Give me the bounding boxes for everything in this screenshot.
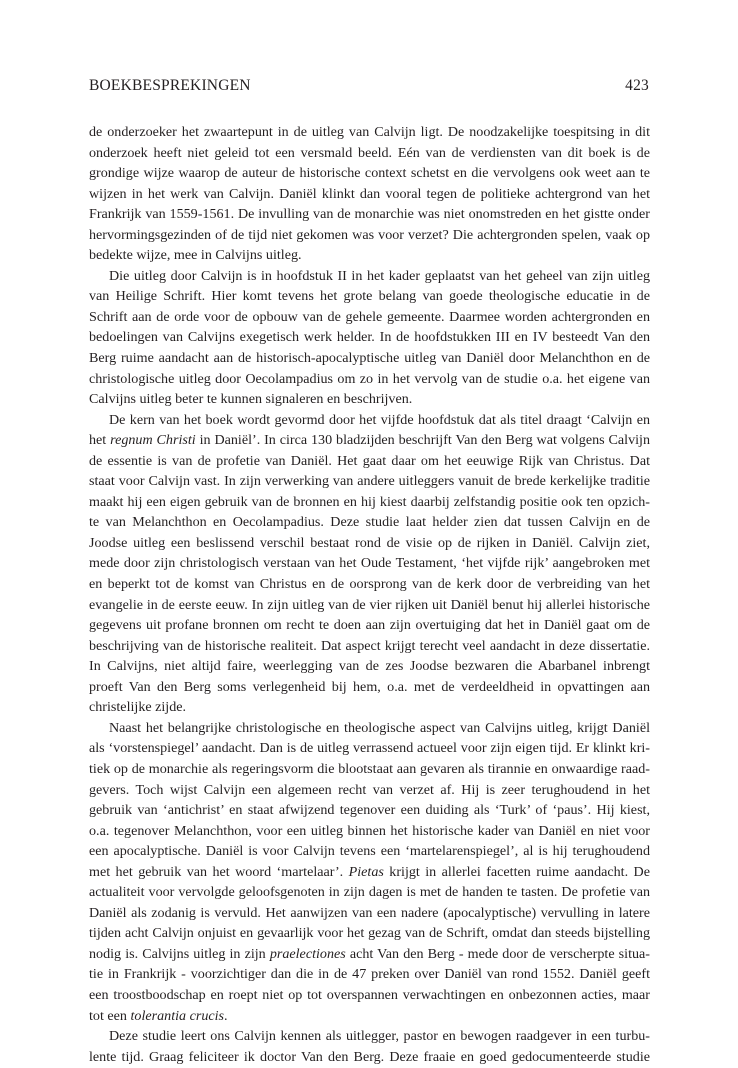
paragraph [89,410,650,718]
text-segment: acht Van den Berg - mede door de verscherpte situa- [345,945,650,962]
text-segment: met het gebruik van het woord ‘martelaar’. [89,863,349,880]
text-line [89,348,650,369]
text-line [89,266,650,287]
text-segment: als ‘vorstenspiegel’ aandacht. Dan is de uitleg verrassend actueel voor zijn eigen tijd. Er klinkt kri- [89,740,650,757]
text-segment: Schrift aan de orde voor de opbouw van de gehele gemeente. Daarmee worden achtergronden en [89,308,650,325]
text-segment: Berg ruime aandacht aan de historisch-apocalyptische uitleg van Daniël door Melanchthon en de [89,350,650,367]
text-line [89,410,650,431]
text-line [89,245,650,266]
text-line [89,964,650,985]
text-segment: . [224,1007,228,1024]
text-line [89,656,650,677]
text-line [89,286,650,307]
text-segment: gevers. Toch wijst Calvijn een algemeen recht van verzet af. Hij is zeer terughoudend in het [89,781,650,798]
text-segment: van Heilige Schrift. Hier komt tevens het grote belang van goede theologische educatie in de [89,288,650,305]
text-line [89,163,650,184]
text-segment: Naast het belangrijke christologische en theologische aspect van Calvijns uitleg, krijgt Daniël [109,719,650,736]
paragraph [89,266,650,410]
section-title: BOEKBESPREKINGEN [89,77,251,94]
text-segment: o.a. tegenover Melanchthon, voor een uitleg binnen het historische kader van Daniël en niet voor [89,822,650,839]
body-text [89,122,650,1067]
text-line [89,800,650,821]
text-line [89,574,650,595]
text-segment: gebruik van ‘antichrist’ en staat afwijzend tegenover een duiding als ‘Turk’ of ‘paus’. Hij kiest, [89,802,650,819]
text-line [89,985,650,1006]
page-number: 423 [625,77,649,94]
text-segment: een apocalyptische. Daniël is voor Calvijn tevens een ‘martelarenspiegel’, al is hij terughoudend [89,843,650,860]
text-line [89,882,650,903]
text-segment: maakt hij een eigen gebruik van de bronnen en hij kiest daarbij zelfstandig positie ook ten opzich- [89,493,650,510]
italic-term: praelectiones [269,945,346,962]
text-segment: het [89,432,111,449]
text-line [89,512,650,533]
text-segment: evangelie in de eerste eeuw. In zijn uitleg van de vier rijken uit Daniël benut hij allerlei historische [89,596,650,613]
text-line [89,553,650,574]
text-line [89,389,650,410]
text-line [89,821,650,842]
text-segment: Deze studie leert ons Calvijn kennen als uitlegger, pastor en bewogen raadgever in een turbu- [109,1028,650,1045]
text-line [89,533,650,554]
text-line [89,841,650,862]
text-segment: proeft Van den Berg soms verlegenheid bij hem, o.a. met de verdeeldheid in opvattingen aan [89,678,650,695]
text-segment: Frankrijk van 1559-1561. De invulling van de monarchie was niet onomstreden en het gistte onder [89,206,650,223]
text-segment: in Daniël’. In circa 130 bladzijden beschrijft Van den Berg wat volgens Calvijn [195,432,650,449]
text-segment: christologische uitleg door Oecolampadius om zo in het vervolg van de studie o.a. het eigene van [89,370,650,387]
text-line [89,615,650,636]
text-line [89,1047,650,1068]
text-line [89,677,650,698]
text-segment: Daniël als zodanig is vervuld. Het aanwijzen van een nadere (apocalyptische) vervulling in latere [89,904,650,921]
text-line [89,369,650,390]
text-line [89,780,650,801]
text-segment: beschrijving van de historische realiteit. Dat aspect krijgt terecht veel aandacht in deze dissertatie. [89,637,650,654]
text-line [89,759,650,780]
text-line [89,944,650,965]
text-line [89,1006,650,1027]
text-segment: te van Melanchthon en Oecolampadius. Deze studie laat helder zien dat tussen Calvijn en de [89,514,650,531]
text-segment: tiek op de monarchie als regeringsvorm die blootstaat aan gevaren als tirannie en onwaardige raad- [89,760,650,777]
text-segment: gegevens uit profane bronnen om recht te doen aan zijn overtuiging dat het in Daniël gaat om de [89,617,650,634]
text-line [89,862,650,883]
text-line [89,307,650,328]
text-line [89,923,650,944]
text-segment: In Calvijns, niet altijd faire, weerlegging van de zes Joodse bezwaren die Abarbanel inbrengt [89,658,650,675]
text-segment: christelijke zijde. [89,699,187,716]
text-segment: bedekte wijze, mee in Calvijns uitleg. [89,247,302,264]
paragraph [89,122,650,266]
text-segment: De kern van het boek wordt gevormd door het vijfde hoofdstuk dat als titel draagt ‘Calvijn en [109,411,650,428]
text-segment: grondige wijze waarop de auteur de historische context schetst en die vervolgens ook weet aan te [89,165,650,182]
text-segment: Joodse uitleg een beslissend verschil bestaat rond de visie op de rijken in Daniël. Calvijn ziet, [89,534,650,551]
italic-term: tolerantia crucis [130,1007,225,1024]
text-segment: actualiteit voor vervolgde geloofsgenoten in zijn dagen is met de handen te tasten. De profetie van [89,884,650,901]
text-line [89,636,650,657]
text-line [89,697,650,718]
text-line [89,492,650,513]
text-segment: onderzoek heeft niet geleid tot een versmald beeld. Eén van de verdiensten van dit boek is de [89,144,650,161]
text-line [89,184,650,205]
paragraph [89,718,650,1026]
text-segment: krijgt in allerlei facetten ruime aandacht. De [383,863,650,880]
text-segment: mede door zijn christologisch verstaan van het Oude Testament, ‘het vijfde rijk’ aangebroken met [89,555,650,572]
text-segment: hervormingsgezinden of de tijd niet gekomen was voor verzet? Die achtergronden spelen, vaak op [89,226,650,243]
text-line [89,451,650,472]
text-line [89,595,650,616]
text-line [89,225,650,246]
text-segment: lente tijd. Graag feliciteer ik doctor Van den Berg. Deze fraaie en goed gedocumenteerde studie [89,1048,650,1065]
running-header [89,76,649,96]
text-line [89,903,650,924]
text-segment: de essentie is van de profetie van Daniël. Het gaat daar om het eeuwige Rijk van Christus. Dat [89,452,650,469]
text-line [89,718,650,739]
text-segment: nodig is. Calvijns uitleg in zijn [89,945,270,962]
text-segment: Die uitleg door Calvijn is in hoofdstuk II in het kader geplaatst van het geheel van zijn uitleg [109,267,650,284]
text-line [89,738,650,759]
text-segment: tot een [89,1007,131,1024]
paragraph [89,1026,650,1067]
text-segment: tie in Frankrijk - voorzichtiger dan die in de 47 preken over Daniël van rond 1552. Daniël geeft [89,966,650,983]
text-line [89,327,650,348]
text-segment: en beperkt tot de komst van Christus en de oorsprong van de kerk door de verbreiding van het [89,576,650,593]
text-line [89,1026,650,1047]
text-line [89,204,650,225]
text-line [89,430,650,451]
text-segment: de onderzoeker het zwaartepunt in de uitleg van Calvijn ligt. De noodzakelijke toespitsing in dit [89,124,650,140]
italic-term: regnum Christi [110,432,196,449]
text-line [89,471,650,492]
italic-term: Pietas [348,863,384,880]
text-segment: staat voor Calvijn vast. In zijn verwerking van andere uitleggers vanuit de brede kerkelijke traditie [89,473,650,490]
text-segment: bedoelingen van Calvijns exegetisch werk helder. In de hoofdstukken III en IV besteedt Van den [89,329,650,346]
text-segment: wijzen in het werk van Calvijn. Daniël klinkt dan vooral tegen de politieke achtergrond van het [89,185,650,202]
text-line [89,122,650,143]
text-segment: een troostboodschap en roept niet op tot overspannen verwachtingen en onbezonnen acties, maar [89,986,650,1003]
text-segment: Calvijns uitleg beter te kunnen signaleren en beschrijven. [89,391,413,408]
text-segment: tijden acht Calvijn onjuist en gevaarlijk voor het gezag van de Schrift, omdat dan steeds bijstelling [89,925,650,942]
text-line [89,143,650,164]
